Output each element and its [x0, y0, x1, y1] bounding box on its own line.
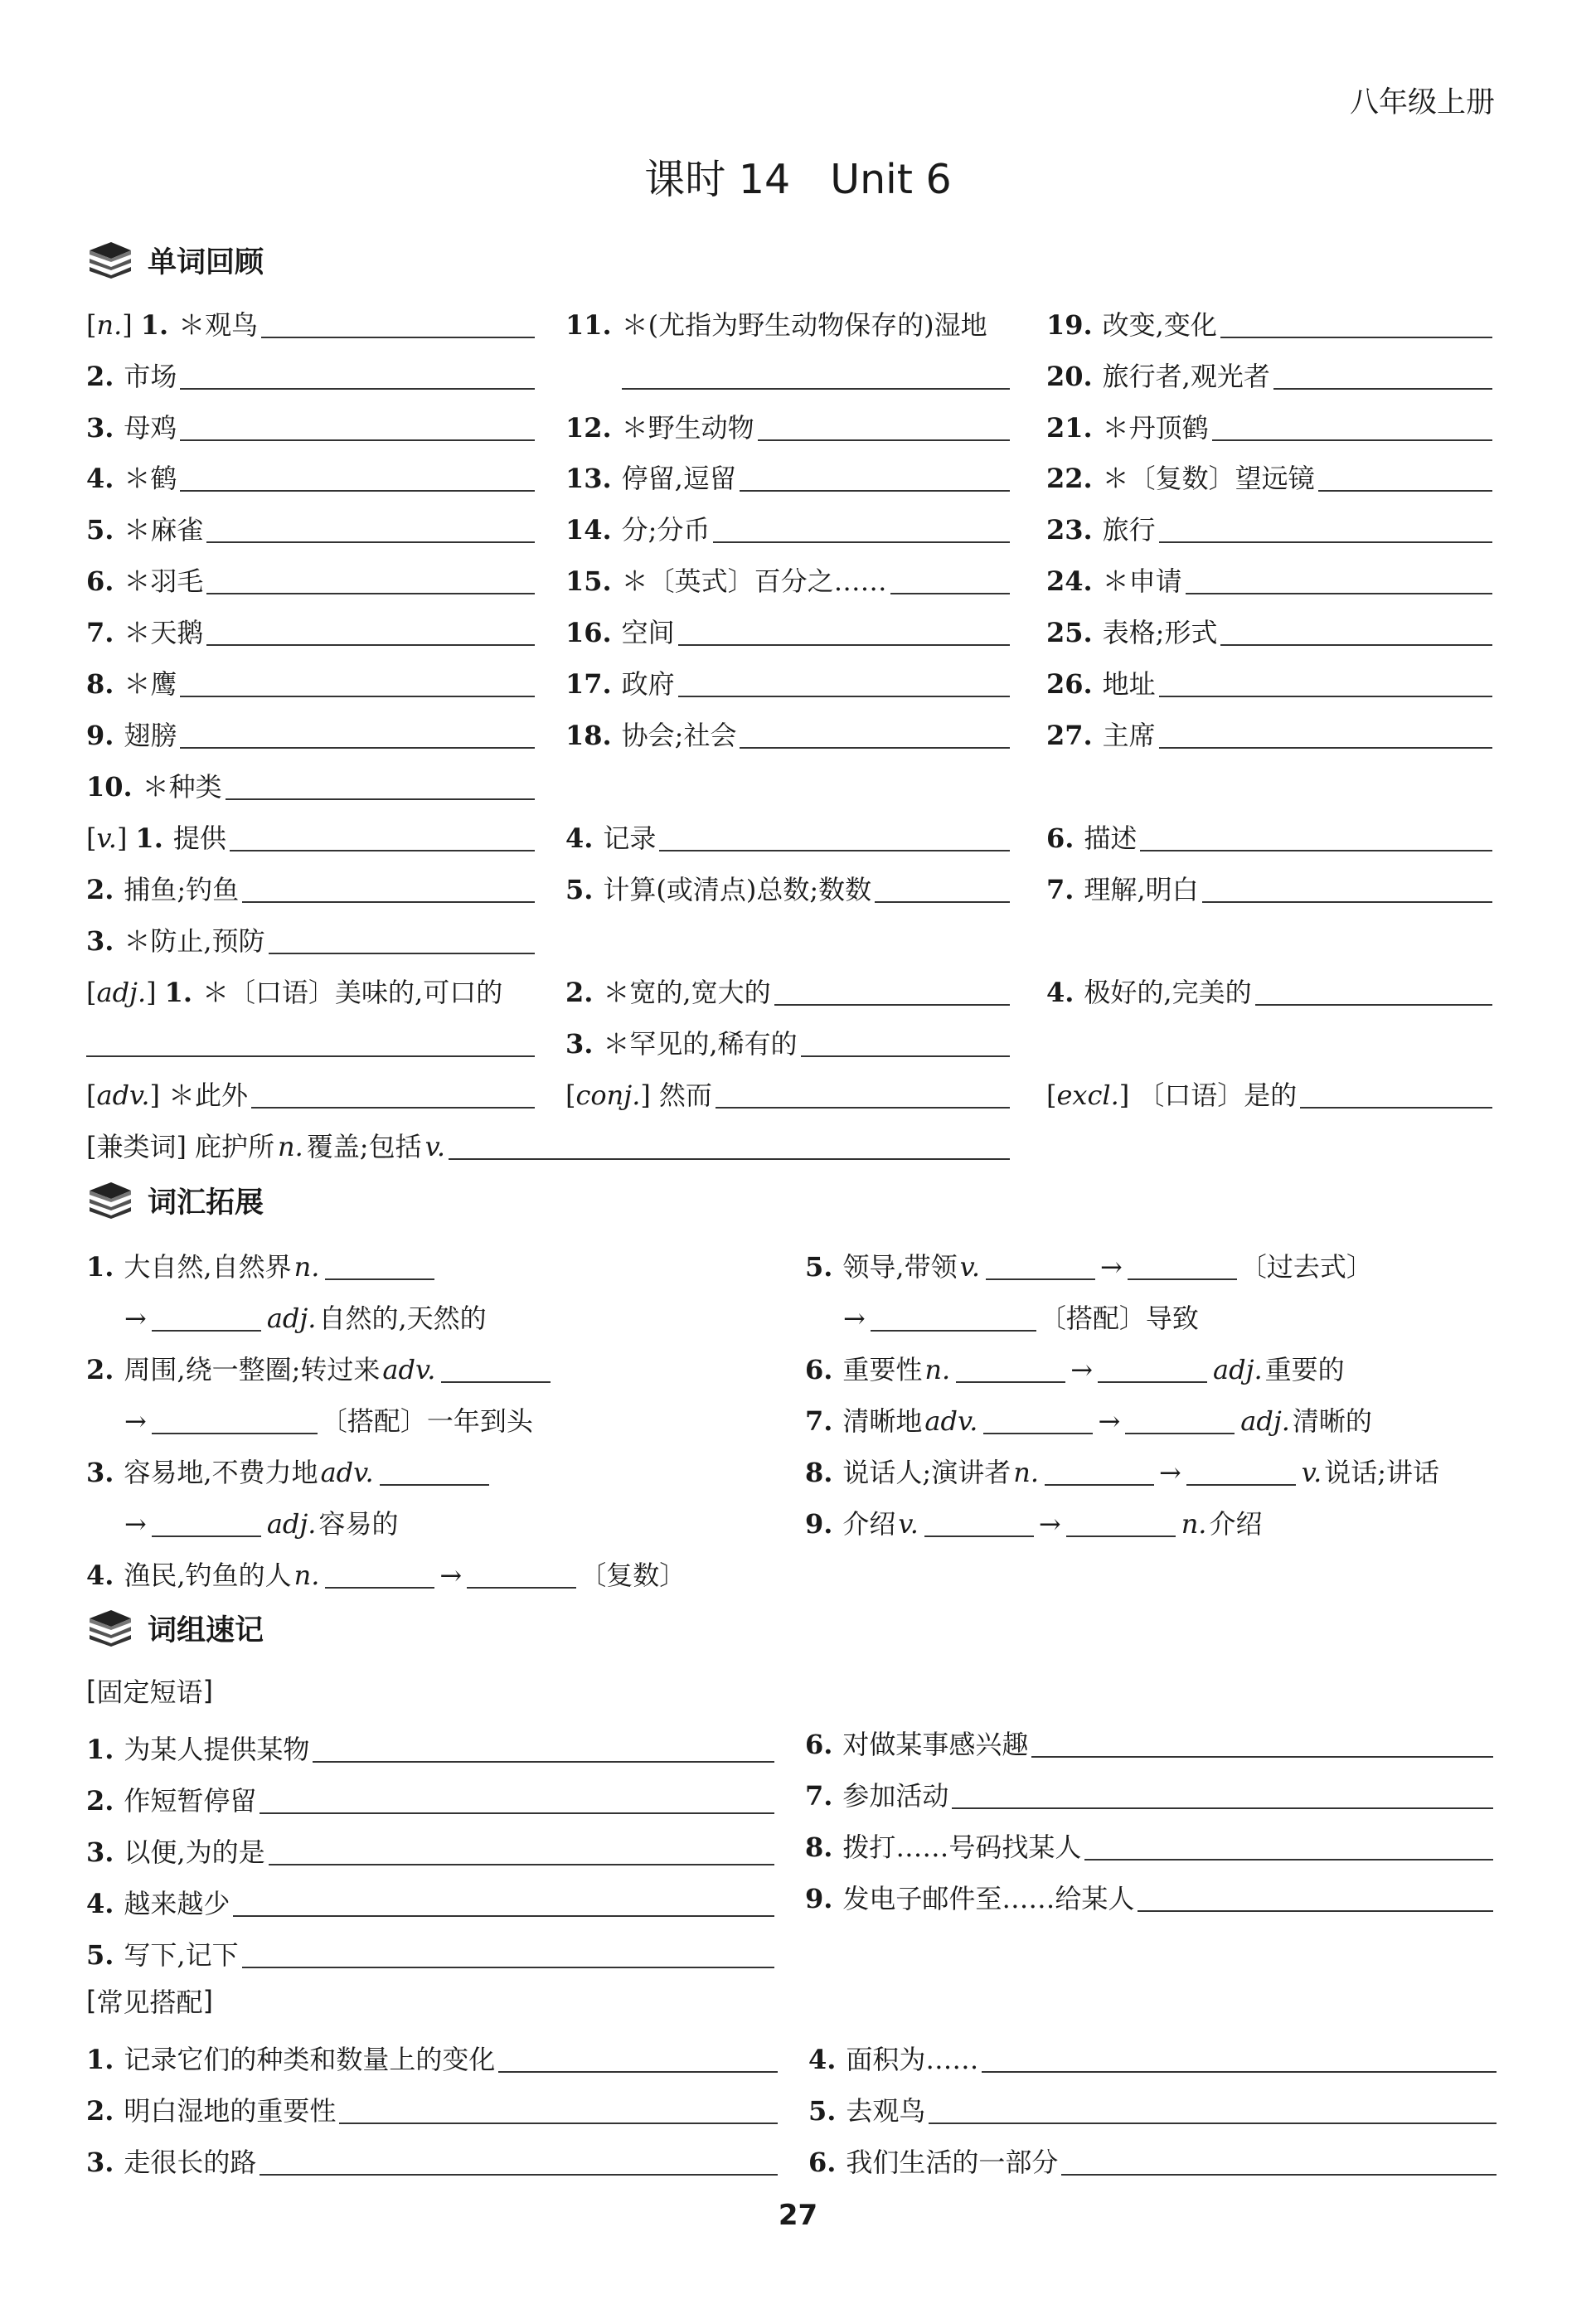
word-row: 24. ＊申请	[1046, 555, 1492, 594]
word-row: [v.] 1. 提供	[86, 812, 535, 851]
answer-blank[interactable]	[325, 1560, 434, 1589]
answer-blank[interactable]	[260, 1786, 774, 1814]
expand-item-8: 8. 说话人;演讲者 n. → v. 说话;讲话	[805, 1457, 1440, 1488]
answer-blank[interactable]	[313, 1734, 774, 1763]
phrase-row: 5. 写下,记下	[86, 1928, 774, 1968]
answer-blank[interactable]	[716, 1080, 1010, 1109]
section-word-review	[86, 237, 264, 284]
answer-blank[interactable]	[1255, 978, 1492, 1006]
answer-blank[interactable]	[269, 926, 535, 954]
word-row: [conj.] 然而	[565, 1069, 1010, 1109]
answer-blank[interactable]	[801, 1029, 1010, 1057]
word-row: 15. ＊〔英式〕百分之……	[565, 555, 1010, 594]
answer-blank[interactable]	[1061, 2147, 1497, 2176]
phrase-row: 2. 明白湿地的重要性	[86, 2084, 778, 2124]
answer-blank[interactable]	[467, 1560, 576, 1589]
word-row: 7. ＊天鹅	[86, 606, 535, 646]
answer-blank[interactable]	[339, 2096, 778, 2124]
answer-blank[interactable]	[713, 515, 1010, 543]
page-title	[0, 148, 1596, 206]
phrase-row: 3. 走很长的路	[86, 2136, 778, 2176]
expand-item-5: 5. 领导,带领 v. → 〔过去式〕	[805, 1251, 1373, 1283]
word-row: 14. 分;分币	[565, 503, 1010, 543]
word-row: 12. ＊野生动物	[565, 401, 1010, 441]
answer-blank[interactable]	[251, 1080, 535, 1109]
answer-blank[interactable]	[152, 1509, 261, 1537]
answer-blank[interactable]	[1031, 1730, 1493, 1758]
expand-item-1: 1. 大自然,自然界 n.	[86, 1240, 438, 1280]
word-row: 10. ＊种类	[86, 760, 535, 800]
answer-blank[interactable]	[956, 1355, 1065, 1383]
title-unit: Unit 6	[830, 156, 952, 203]
answer-blank[interactable]	[740, 463, 1010, 492]
answer-blank[interactable]	[1138, 1884, 1493, 1912]
expand-item-1b: → adj. 自然的,天然的	[124, 1303, 487, 1334]
answer-blank[interactable]	[325, 1252, 434, 1280]
phrase-row: 2. 作短暂停留	[86, 1774, 774, 1814]
word-row: 2. 捕鱼;钓鱼	[86, 863, 535, 903]
books-icon	[86, 242, 134, 279]
answer-blank[interactable]	[1159, 669, 1492, 697]
answer-blank[interactable]	[380, 1458, 489, 1486]
answer-blank[interactable]	[260, 2147, 778, 2176]
answer-blank[interactable]	[1300, 1080, 1492, 1109]
page-number: 27	[778, 2199, 818, 2232]
word-row: 9. 翅膀	[86, 709, 535, 749]
word-row: 8. ＊鹰	[86, 657, 535, 697]
answer-blank[interactable]	[242, 875, 535, 903]
word-row: 19. 改变,变化	[1046, 298, 1492, 338]
answer-blank[interactable]	[233, 1889, 774, 1917]
word-row: 4. 记录	[565, 812, 1010, 851]
answer-blank[interactable]	[261, 310, 535, 338]
answer-blank[interactable]	[180, 361, 535, 390]
answer-blank[interactable]	[924, 1509, 1034, 1537]
word-row: 17. 政府	[565, 657, 1010, 697]
answer-blank[interactable]	[740, 720, 1010, 749]
expand-item-2: 2. 周围,绕一整圈;转过来 adv.	[86, 1343, 554, 1383]
word-row: [excl.] 〔口语〕是的	[1046, 1069, 1492, 1109]
expand-item-6: 6. 重要性 n. → adj. 重要的	[805, 1354, 1345, 1385]
answer-blank[interactable]	[206, 566, 535, 594]
answer-blank[interactable]	[152, 1406, 318, 1434]
word-row: 23. 旅行	[1046, 503, 1492, 543]
answer-blank[interactable]	[1045, 1458, 1154, 1486]
word-row: 13. 停留,逗留	[565, 452, 1010, 492]
expand-item-2b: → 〔搭配〕一年到头	[124, 1405, 533, 1437]
phrase-row: 4. 面积为……	[808, 2033, 1497, 2073]
phrase-row: 8. 拨打……号码找某人	[805, 1821, 1493, 1861]
answer-blank[interactable]	[871, 1303, 1036, 1332]
section-phrases	[86, 1605, 264, 1652]
answer-blank[interactable]	[1098, 1355, 1207, 1383]
section-title: 单词回顾	[148, 246, 264, 279]
word-row: 3. 母鸡	[86, 401, 535, 441]
word-row: [adj.] 1. ＊〔口语〕美味的,可口的	[86, 977, 503, 1008]
phrase-row: 1. 记录它们的种类和数量上的变化	[86, 2033, 778, 2073]
word-row: 20. 旅行者,观光者	[1046, 350, 1492, 390]
subsection-common-collocations: [ 常见搭配 ]	[86, 1985, 213, 2018]
section-title: 词汇拓展	[148, 1186, 264, 1220]
word-row: 5. 计算(或清点)总数;数数	[565, 863, 1010, 903]
answer-blank[interactable]	[180, 720, 535, 749]
word-row: 25. 表格;形式	[1046, 606, 1492, 646]
answer-blank[interactable]	[758, 413, 1010, 441]
answer-blank[interactable]	[678, 618, 1010, 646]
word-row: [兼类词] 庇护所 n. 覆盖;包括 v.	[86, 1120, 1010, 1160]
answer-blank[interactable]	[952, 1781, 1493, 1809]
answer-blank[interactable]	[449, 1132, 1010, 1160]
word-row: 5. ＊麻雀	[86, 503, 535, 543]
word-row: 3. ＊防止,预防	[86, 915, 535, 954]
answer-blank[interactable]	[498, 2045, 778, 2073]
word-row: 4. 极好的,完美的	[1046, 966, 1492, 1006]
phrase-row: 4. 越来越少	[86, 1877, 774, 1917]
title-lesson: 课时 14	[644, 156, 791, 203]
answer-blank[interactable]	[678, 669, 1010, 697]
answer-blank[interactable]	[1220, 618, 1492, 646]
answer-blank[interactable]	[1212, 413, 1492, 441]
answer-blank[interactable]	[206, 515, 535, 543]
answer-blank[interactable]	[1273, 361, 1492, 390]
expand-item-7: 7. 清晰地 adv. → adj. 清晰的	[805, 1405, 1372, 1437]
answer-blank[interactable]	[206, 618, 535, 646]
answer-blank[interactable]	[1202, 875, 1492, 903]
answer-blank[interactable]	[86, 1029, 535, 1057]
answer-blank[interactable]	[441, 1355, 551, 1383]
word-row: [n.] 1. ＊观鸟	[86, 298, 535, 338]
answer-blank[interactable]	[1159, 515, 1492, 543]
expand-item-4: 4. 渔民,钓鱼的人 n. → 〔复数〕	[86, 1560, 686, 1591]
word-row	[565, 350, 1010, 390]
expand-item-9: 9. 介绍 v. → n. 介绍	[805, 1508, 1263, 1540]
word-row	[86, 1017, 535, 1057]
phrase-row: 6. 对做某事感兴趣	[805, 1718, 1493, 1758]
answer-blank[interactable]	[983, 1406, 1093, 1434]
word-row: 16. 空间	[565, 606, 1010, 646]
word-row: [adv.] ＊此外	[86, 1069, 535, 1109]
word-row: 6. ＊羽毛	[86, 555, 535, 594]
phrase-row: 1. 为某人提供某物	[86, 1723, 774, 1763]
section-vocab-expand	[86, 1177, 264, 1224]
answer-blank[interactable]	[1066, 1509, 1176, 1537]
answer-blank[interactable]	[180, 669, 535, 697]
books-icon	[86, 1182, 134, 1219]
answer-blank[interactable]	[774, 978, 1010, 1006]
answer-blank[interactable]	[1140, 823, 1492, 851]
word-row: 22. ＊〔复数〕望远镜	[1046, 452, 1492, 492]
section-title: 词组速记	[148, 1614, 264, 1647]
answer-blank[interactable]	[1186, 1458, 1296, 1486]
phrase-row: 6. 我们生活的一部分	[808, 2136, 1497, 2176]
answer-blank[interactable]	[875, 875, 1010, 903]
word-row: 26. 地址	[1046, 657, 1492, 697]
expand-item-3b: → adj. 容易的	[124, 1508, 399, 1540]
answer-blank[interactable]	[986, 1252, 1095, 1280]
answer-blank[interactable]	[1186, 566, 1492, 594]
answer-blank[interactable]	[242, 1940, 774, 1968]
expand-item-3: 3. 容易地,不费力地 adv.	[86, 1446, 492, 1486]
word-row: 21. ＊丹顶鹤	[1046, 401, 1492, 441]
grade-label: 八年级上册	[1349, 86, 1495, 119]
word-row: 3. ＊罕见的,稀有的	[565, 1017, 1010, 1057]
answer-blank[interactable]	[982, 2045, 1497, 2073]
answer-blank[interactable]	[180, 413, 535, 441]
word-row: 7. 理解,明白	[1046, 863, 1492, 903]
answer-blank[interactable]	[622, 361, 1010, 390]
answer-blank[interactable]	[230, 823, 535, 851]
word-row: 11. ＊(尤指为野生动物保存的)湿地	[565, 309, 987, 341]
answer-blank[interactable]	[269, 1837, 774, 1865]
answer-blank[interactable]	[1318, 463, 1492, 492]
word-row: 6. 描述	[1046, 812, 1492, 851]
answer-blank[interactable]	[180, 463, 535, 492]
word-row: 4. ＊鹤	[86, 452, 535, 492]
answer-blank[interactable]	[1125, 1406, 1235, 1434]
answer-blank[interactable]	[929, 2096, 1497, 2124]
word-row: 18. 协会;社会	[565, 709, 1010, 749]
subsection-fixed-phrases: [ 固定短语 ]	[86, 1675, 213, 1708]
phrase-row: 3. 以便,为的是	[86, 1826, 774, 1865]
books-icon	[86, 1610, 134, 1647]
answer-blank[interactable]	[152, 1303, 261, 1332]
answer-blank[interactable]	[659, 823, 1010, 851]
answer-blank[interactable]	[226, 772, 535, 800]
expand-item-5b: → 〔搭配〕导致	[843, 1303, 1199, 1334]
phrase-row: 9. 发电子邮件至……给某人	[805, 1872, 1493, 1912]
answer-blank[interactable]	[1128, 1252, 1237, 1280]
answer-blank[interactable]	[890, 566, 1010, 594]
answer-blank[interactable]	[1159, 720, 1492, 749]
word-row: 2. 市场	[86, 350, 535, 390]
word-row: 2. ＊宽的,宽大的	[565, 966, 1010, 1006]
phrase-row: 5. 去观鸟	[808, 2084, 1497, 2124]
answer-blank[interactable]	[1084, 1832, 1493, 1861]
answer-blank[interactable]	[1220, 310, 1492, 338]
phrase-row: 7. 参加活动	[805, 1769, 1493, 1809]
word-row: 27. 主席	[1046, 709, 1492, 749]
